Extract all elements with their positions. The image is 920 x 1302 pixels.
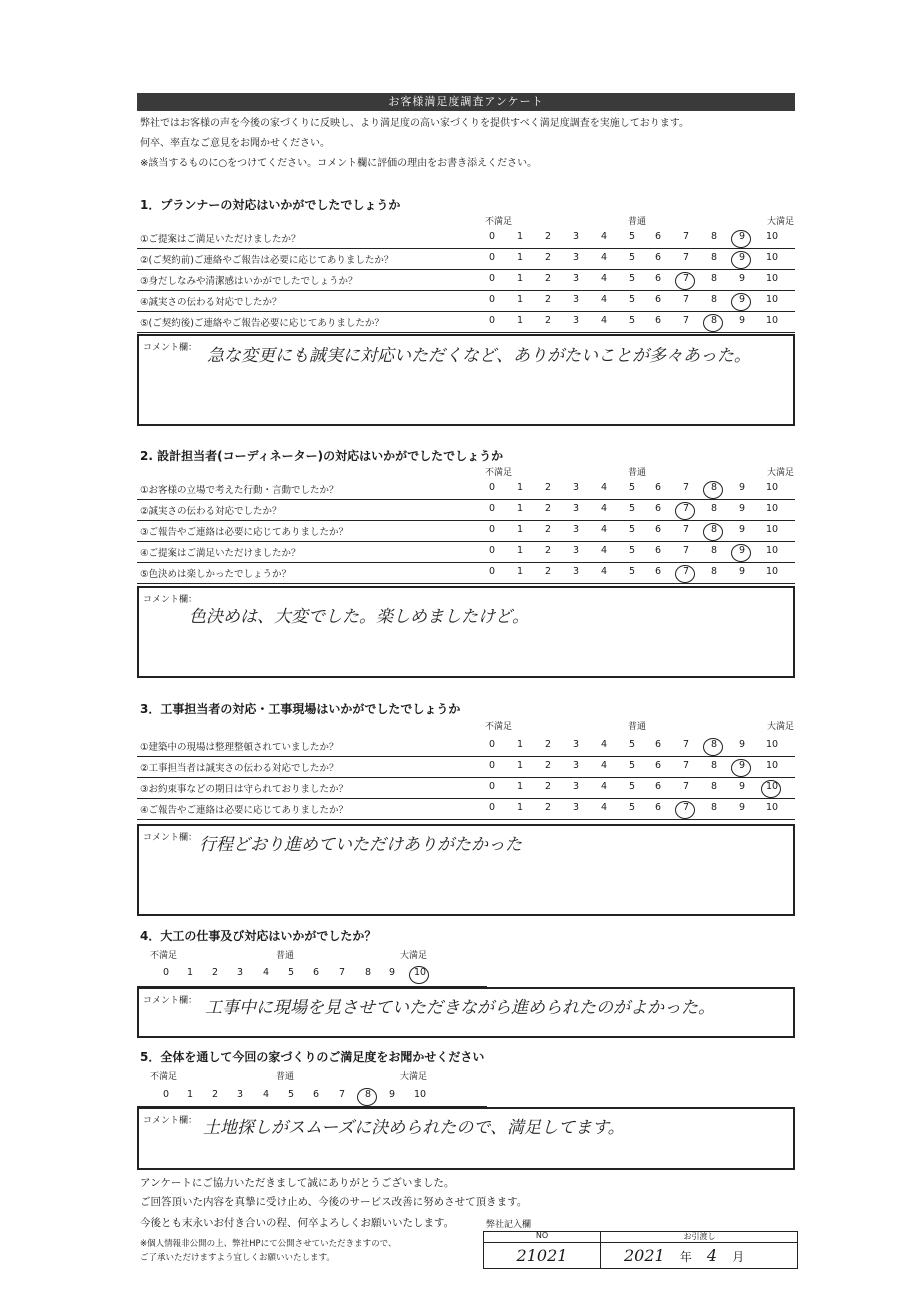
scale-label-high: 大満足 [400, 951, 428, 961]
office-handover-value [624, 1246, 744, 1265]
rating-option-5[interactable]: 5 [628, 566, 636, 577]
office-handover-header: お引渡し [683, 1232, 716, 1241]
selected-rating-circle [703, 523, 723, 541]
privacy-line-1: ※個人情報非公開の上、弊社HPにて公開させていただきますので、 [140, 1239, 397, 1249]
selected-rating-circle [731, 544, 751, 562]
rating-option-0[interactable]: 0 [488, 566, 496, 577]
rating-option-6[interactable]: 6 [654, 252, 662, 263]
rating-option-8[interactable]: 8 [707, 524, 721, 535]
rating-option-1[interactable]: 1 [516, 524, 524, 535]
rating-option-8[interactable]: 8 [710, 273, 718, 284]
comment-label: コメント欄： [143, 996, 198, 1006]
rating-option-8[interactable]: 8 [710, 545, 718, 556]
selected-rating-circle [731, 293, 751, 311]
rating-option-10[interactable]: 10 [413, 967, 427, 978]
rating-option-6[interactable]: 6 [312, 1089, 320, 1100]
rating-option-1[interactable]: 1 [516, 315, 524, 326]
rating-row [137, 563, 795, 584]
rating-option-6[interactable]: 6 [654, 294, 662, 305]
rating-option-2[interactable]: 2 [211, 1089, 219, 1100]
rating-option-7[interactable]: 7 [682, 760, 690, 771]
rating-option-4[interactable]: 4 [600, 524, 608, 535]
selected-rating-circle [675, 801, 695, 819]
office-use-table [483, 1231, 798, 1269]
rating-option-3[interactable]: 3 [572, 524, 580, 535]
rating-option-5[interactable]: 5 [628, 231, 636, 242]
rating-option-3[interactable]: 3 [572, 273, 580, 284]
rating-option-4[interactable]: 4 [600, 760, 608, 771]
rating-option-7[interactable]: 7 [679, 503, 693, 514]
question-text: ④ご報告やご連絡は必要に応じてありましたか？ [140, 805, 349, 816]
rating-option-6[interactable]: 6 [654, 273, 662, 284]
office-no-value: 21021 [516, 1246, 568, 1265]
rating-option-0[interactable]: 0 [488, 802, 496, 813]
rating-option-10[interactable]: 10 [765, 231, 779, 242]
rating-option-3[interactable]: 3 [236, 1089, 244, 1100]
rating-row [137, 500, 795, 521]
rating-option-4[interactable]: 4 [262, 967, 270, 978]
rating-row [137, 799, 795, 820]
question-text: ②(ご契約前)ご連絡やご報告は必要に応じてありましたか？ [140, 255, 394, 266]
rating-option-5[interactable]: 5 [628, 273, 636, 284]
rating-option-8[interactable]: 8 [710, 802, 718, 813]
rating-option-4[interactable]: 4 [600, 781, 608, 792]
rating-option-3[interactable]: 3 [572, 566, 580, 577]
rating-option-0[interactable]: 0 [488, 781, 496, 792]
rating-option-7[interactable]: 7 [679, 566, 693, 577]
rating-option-9[interactable]: 9 [738, 739, 746, 750]
rating-option-9[interactable]: 9 [735, 760, 749, 771]
rating-option-6[interactable]: 6 [654, 503, 662, 514]
rating-row [137, 312, 795, 333]
rating-option-10[interactable]: 10 [765, 545, 779, 556]
intro-line-1: 弊社ではお客様の声を今後の家づくりに反映し、より満足度の高い家づくりを提供すべく満足度調査を実施しております。 [140, 118, 689, 129]
rating-option-4[interactable]: 4 [600, 231, 608, 242]
rating-option-3[interactable]: 3 [572, 231, 580, 242]
rating-option-1[interactable]: 1 [516, 802, 524, 813]
rating-option-3[interactable]: 3 [572, 739, 580, 750]
section-title: 3．工事担当者の対応・工事現場はいかがでしたでしょうか [140, 702, 461, 716]
rating-option-8[interactable]: 8 [710, 252, 718, 263]
selected-rating-circle [675, 502, 695, 520]
rating-option-10[interactable]: 10 [765, 503, 779, 514]
rating-option-0[interactable]: 0 [488, 231, 496, 242]
rating-option-6[interactable]: 6 [654, 781, 662, 792]
rating-row [137, 228, 795, 249]
selected-rating-circle [703, 481, 723, 499]
rating-option-2[interactable]: 2 [544, 781, 552, 792]
rating-option-2[interactable]: 2 [544, 252, 552, 263]
rating-option-7[interactable]: 7 [682, 231, 690, 242]
rating-option-9[interactable]: 9 [388, 967, 396, 978]
comment-box[interactable] [137, 586, 795, 678]
rating-option-1[interactable]: 1 [516, 273, 524, 284]
section-title: 5．全体を通して今回の家づくりのご満足度をお聞かせください [140, 1050, 485, 1064]
rating-option-10[interactable]: 10 [765, 252, 779, 263]
rating-option-1[interactable]: 1 [516, 760, 524, 771]
thanks-line-3: 今後とも末永いお付き合いの程、何卒よろしくお願いいたします。 [140, 1217, 455, 1229]
handover-year-unit: 年 [679, 1250, 692, 1264]
rating-row [137, 757, 795, 778]
rating-option-2[interactable]: 2 [544, 231, 552, 242]
question-text: ①お客様の立場で考えた行動・言動でしたか？ [140, 485, 339, 496]
selected-rating-circle [703, 738, 723, 756]
rating-option-8[interactable]: 8 [710, 503, 718, 514]
selected-rating-circle [731, 230, 751, 248]
rating-option-0[interactable]: 0 [488, 503, 496, 514]
scale-label-low: 不満足 [485, 722, 513, 732]
office-use-label: 弊社記入欄 [486, 1220, 532, 1230]
rating-option-1[interactable]: 1 [516, 503, 524, 514]
rating-option-3[interactable]: 3 [572, 503, 580, 514]
rating-option-8[interactable]: 8 [707, 739, 721, 750]
rating-option-1[interactable]: 1 [516, 231, 524, 242]
rating-option-9[interactable]: 9 [738, 781, 746, 792]
question-text: ③お約束事などの期日は守られておりましたか？ [140, 784, 349, 795]
question-text: ③ご報告やご連絡は必要に応じてありましたか？ [140, 527, 349, 538]
rating-option-3[interactable]: 3 [572, 482, 580, 493]
rating-option-7[interactable]: 7 [338, 967, 346, 978]
comment-text: 行程どおり進めていただけありがたかった [199, 835, 522, 855]
scale-label-mid: 普通 [276, 1072, 295, 1082]
rating-option-9[interactable]: 9 [738, 503, 746, 514]
scale-label-low: 不満足 [485, 468, 513, 478]
rating-option-4[interactable]: 4 [600, 273, 608, 284]
rating-option-0[interactable]: 0 [162, 1089, 170, 1100]
rating-option-10[interactable]: 10 [765, 781, 779, 792]
rating-option-5[interactable]: 5 [628, 482, 636, 493]
rating-option-5[interactable]: 5 [628, 802, 636, 813]
rating-row [137, 291, 795, 312]
rating-option-0[interactable]: 0 [488, 482, 496, 493]
rating-option-4[interactable]: 4 [600, 545, 608, 556]
rating-option-2[interactable]: 2 [544, 760, 552, 771]
scale-label-high: 大満足 [400, 1072, 428, 1082]
rating-option-8[interactable]: 8 [710, 294, 718, 305]
comment-label: コメント欄： [143, 343, 198, 353]
question-text: ②工事担当者は誠実さの伝わる対応でしたか？ [140, 763, 339, 774]
scale-label-low: 不満足 [150, 951, 178, 961]
rating-option-5[interactable]: 5 [287, 1089, 295, 1100]
rating-option-6[interactable]: 6 [654, 566, 662, 577]
scale-label-low: 不満足 [150, 1072, 178, 1082]
rating-option-8[interactable]: 8 [364, 967, 372, 978]
rating-option-0[interactable]: 0 [488, 294, 496, 305]
section-title: 1．プランナーの対応はいかがでしたでしょうか [140, 198, 401, 212]
rating-option-1[interactable]: 1 [186, 1089, 194, 1100]
comment-text: 急な変更にも誠実に対応いただくなど、ありがたいことが多々あった。 [207, 346, 751, 366]
rating-option-9[interactable]: 9 [388, 1089, 396, 1100]
rating-option-6[interactable]: 6 [654, 545, 662, 556]
rating-option-5[interactable]: 5 [628, 503, 636, 514]
rating-option-2[interactable]: 2 [544, 294, 552, 305]
selected-rating-circle [409, 966, 429, 984]
comment-box[interactable] [137, 1107, 795, 1170]
question-text: ④誠実さの伝わる対応でしたか？ [140, 297, 282, 308]
rating-option-9[interactable]: 9 [738, 802, 746, 813]
rating-option-1[interactable]: 1 [516, 739, 524, 750]
rating-option-0[interactable]: 0 [162, 967, 170, 978]
rating-option-1[interactable]: 1 [516, 566, 524, 577]
rating-row [137, 778, 795, 799]
rating-option-1[interactable]: 1 [516, 252, 524, 263]
intro-line-3: ※該当するものに○をつけてください。コメント欄に評価の理由をお書き添えください。 [140, 158, 538, 169]
rating-option-4[interactable]: 4 [262, 1089, 270, 1100]
selected-rating-circle [761, 780, 781, 798]
office-no-header: NO [535, 1231, 549, 1240]
rating-option-7[interactable]: 7 [682, 545, 690, 556]
rating-option-4[interactable]: 4 [600, 482, 608, 493]
intro-line-2: 何卒、率直なご意見をお聞かせください。 [140, 138, 330, 149]
rating-option-4[interactable]: 4 [600, 566, 608, 577]
rating-option-6[interactable]: 6 [312, 967, 320, 978]
rating-option-2[interactable]: 2 [544, 503, 552, 514]
scale-label-mid: 普通 [628, 468, 647, 478]
rating-option-1[interactable]: 1 [516, 482, 524, 493]
rating-option-0[interactable]: 0 [488, 315, 496, 326]
rating-option-2[interactable]: 2 [211, 967, 219, 978]
rating-option-2[interactable]: 2 [544, 545, 552, 556]
rating-option-7[interactable]: 7 [682, 252, 690, 263]
comment-box[interactable] [137, 334, 795, 426]
rating-option-8[interactable]: 8 [361, 1089, 375, 1100]
rating-option-9[interactable]: 9 [735, 252, 749, 263]
question-text: ⑤(ご契約後)ご連絡やご報告必要に応じてありましたか？ [140, 318, 384, 329]
rating-option-0[interactable]: 0 [488, 524, 496, 535]
question-text: ①建築中の現場は整理整頓されていましたか？ [140, 742, 339, 753]
comment-box[interactable] [137, 987, 795, 1038]
rating-option-9[interactable]: 9 [738, 524, 746, 535]
comment-text: 工事中に現場を見させていただきながら進められたのがよかった。 [205, 998, 715, 1018]
selected-rating-circle [731, 251, 751, 269]
rating-option-3[interactable]: 3 [572, 315, 580, 326]
rating-option-7[interactable]: 7 [679, 273, 693, 284]
rating-option-5[interactable]: 5 [628, 524, 636, 535]
question-text: ②誠実さの伝わる対応でしたか？ [140, 506, 282, 517]
scale-label-high: 大満足 [767, 468, 795, 478]
rating-option-7[interactable]: 7 [682, 524, 690, 535]
comment-label: コメント欄： [143, 833, 198, 843]
rating-option-4[interactable]: 4 [600, 315, 608, 326]
rating-option-7[interactable]: 7 [682, 315, 690, 326]
rating-option-8[interactable]: 8 [710, 781, 718, 792]
handover-month: 4 [706, 1246, 718, 1265]
scale-label-high: 大満足 [767, 722, 795, 732]
rating-option-7[interactable]: 7 [338, 1089, 346, 1100]
rating-option-6[interactable]: 6 [654, 739, 662, 750]
comment-label: コメント欄： [143, 595, 198, 605]
comment-label: コメント欄： [143, 1116, 198, 1126]
rating-option-5[interactable]: 5 [628, 252, 636, 263]
scale-label-mid: 普通 [276, 951, 295, 961]
rating-row [137, 736, 795, 757]
question-text: ④ご提案はご満足いただけましたか？ [140, 548, 301, 559]
rating-option-3[interactable]: 3 [572, 252, 580, 263]
rating-option-2[interactable]: 2 [544, 802, 552, 813]
rating-option-8[interactable]: 8 [707, 315, 721, 326]
rating-option-2[interactable]: 2 [544, 482, 552, 493]
rating-option-9[interactable]: 9 [738, 566, 746, 577]
handover-month-unit: 月 [732, 1250, 745, 1264]
rating-row [137, 249, 795, 270]
scale-label-low: 不満足 [485, 217, 513, 227]
rating-row [137, 521, 795, 542]
rating-option-1[interactable]: 1 [186, 967, 194, 978]
handover-year: 2021 [624, 1246, 665, 1265]
rating-option-4[interactable]: 4 [600, 252, 608, 263]
rating-option-5[interactable]: 5 [628, 294, 636, 305]
rating-option-5[interactable]: 5 [628, 315, 636, 326]
selected-rating-circle [703, 314, 723, 332]
rating-option-2[interactable]: 2 [544, 739, 552, 750]
rating-option-8[interactable]: 8 [710, 231, 718, 242]
rating-option-10[interactable]: 10 [765, 482, 779, 493]
selected-rating-circle [675, 272, 695, 290]
page-title: お客様満足度調査アンケート [137, 93, 795, 111]
rating-option-10[interactable]: 10 [765, 739, 779, 750]
rating-option-3[interactable]: 3 [236, 967, 244, 978]
rating-option-1[interactable]: 1 [516, 545, 524, 556]
rating-option-3[interactable]: 3 [572, 802, 580, 813]
rating-option-7[interactable]: 7 [682, 739, 690, 750]
thanks-line-2: ご回答頂いた内容を真摯に受け止め、今後のサービス改善に努めさせて頂きます。 [140, 1196, 528, 1208]
rating-row [137, 479, 795, 500]
rating-option-8[interactable]: 8 [707, 482, 721, 493]
rating-option-2[interactable]: 2 [544, 566, 552, 577]
rating-option-10[interactable]: 10 [765, 802, 779, 813]
selected-rating-circle [675, 565, 695, 583]
rating-option-7[interactable]: 7 [679, 802, 693, 813]
rating-option-6[interactable]: 6 [654, 482, 662, 493]
rating-option-7[interactable]: 7 [682, 294, 690, 305]
rating-option-10[interactable]: 10 [765, 760, 779, 771]
rating-option-2[interactable]: 2 [544, 273, 552, 284]
rating-option-5[interactable]: 5 [628, 760, 636, 771]
rating-option-4[interactable]: 4 [600, 802, 608, 813]
rating-option-6[interactable]: 6 [654, 760, 662, 771]
selected-rating-circle [357, 1088, 377, 1106]
rating-option-9[interactable]: 9 [738, 273, 746, 284]
rating-option-10[interactable]: 10 [413, 1089, 427, 1100]
comment-box[interactable] [137, 824, 795, 916]
comment-text: 色決めは、大変でした。楽しめましたけど。 [189, 607, 529, 627]
rating-option-10[interactable]: 10 [765, 294, 779, 305]
rating-option-2[interactable]: 2 [544, 315, 552, 326]
rating-option-0[interactable]: 0 [488, 545, 496, 556]
rating-option-3[interactable]: 3 [572, 294, 580, 305]
rating-option-5[interactable]: 5 [628, 781, 636, 792]
rating-option-10[interactable]: 10 [765, 566, 779, 577]
rating-option-5[interactable]: 5 [628, 545, 636, 556]
rating-row [137, 270, 795, 291]
rating-option-6[interactable]: 6 [654, 802, 662, 813]
rating-option-3[interactable]: 3 [572, 781, 580, 792]
rating-option-7[interactable]: 7 [682, 482, 690, 493]
selected-rating-circle [731, 759, 751, 777]
section-title: 4．大工の仕事及び対応はいかがでしたか？ [140, 929, 377, 943]
rating-option-7[interactable]: 7 [682, 781, 690, 792]
rating-option-9[interactable]: 9 [738, 315, 746, 326]
rating-option-3[interactable]: 3 [572, 760, 580, 771]
rating-option-2[interactable]: 2 [544, 524, 552, 535]
rating-option-0[interactable]: 0 [488, 760, 496, 771]
scale-label-mid: 普通 [628, 722, 647, 732]
section-title: 2. 設計担当者(コーディネーター)の対応はいかがでしたでしょうか [140, 449, 504, 463]
comment-text: 土地探しがスムーズに決められたので、満足してます。 [203, 1118, 625, 1138]
rating-option-6[interactable]: 6 [654, 524, 662, 535]
rating-option-6[interactable]: 6 [654, 231, 662, 242]
rating-option-1[interactable]: 1 [516, 294, 524, 305]
question-text: ③身だしなみや清潔感はいかがでしたでしょうか？ [140, 276, 358, 287]
rating-option-8[interactable]: 8 [710, 566, 718, 577]
question-text: ⑤色決めは楽しかったでしょうか？ [140, 569, 292, 580]
rating-option-1[interactable]: 1 [516, 781, 524, 792]
scale-label-high: 大満足 [767, 217, 795, 227]
rating-option-4[interactable]: 4 [600, 294, 608, 305]
rating-option-4[interactable]: 4 [600, 739, 608, 750]
rating-option-9[interactable]: 9 [738, 482, 746, 493]
rating-option-0[interactable]: 0 [488, 252, 496, 263]
thanks-line-1: アンケートにご協力いただきまして誠にありがとうございました。 [140, 1177, 455, 1189]
rating-option-8[interactable]: 8 [710, 760, 718, 771]
rating-option-10[interactable]: 10 [765, 273, 779, 284]
privacy-line-2: ご了承いただけますよう宜しくお願いいたします。 [140, 1253, 335, 1263]
rating-row [137, 542, 795, 563]
rating-option-9[interactable]: 9 [735, 294, 749, 305]
scale-label-mid: 普通 [628, 217, 647, 227]
rating-option-9[interactable]: 9 [735, 231, 749, 242]
question-text: ①ご提案はご満足いただけましたか？ [140, 234, 301, 245]
rating-option-4[interactable]: 4 [600, 503, 608, 514]
rating-option-5[interactable]: 5 [628, 739, 636, 750]
rating-option-0[interactable]: 0 [488, 273, 496, 284]
rating-option-9[interactable]: 9 [735, 545, 749, 556]
rating-option-10[interactable]: 10 [765, 524, 779, 535]
rating-option-10[interactable]: 10 [765, 315, 779, 326]
rating-option-0[interactable]: 0 [488, 739, 496, 750]
rating-option-6[interactable]: 6 [654, 315, 662, 326]
rating-option-3[interactable]: 3 [572, 545, 580, 556]
rating-option-5[interactable]: 5 [287, 967, 295, 978]
